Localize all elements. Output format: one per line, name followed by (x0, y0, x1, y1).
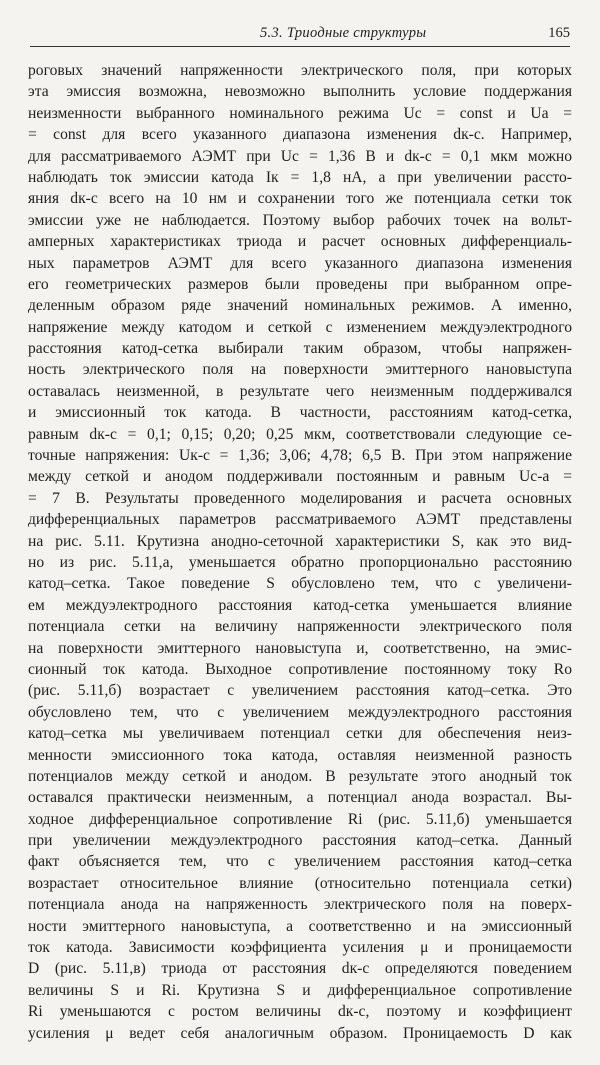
text-line (28, 1044, 572, 1065)
text-line: дифференциальных параметров рассматриваемого АЭМТ представлены (28, 511, 572, 529)
text-line: катод–сетка мы увеличиваем потенциал сетки для обеспечения неиз- (28, 725, 572, 743)
text-line: потенциала анода на напряженность электрического поля на поверх- (28, 896, 572, 914)
text-line: расстояния катод-сетка выбирали таким образом, чтобы напряжен- (28, 340, 572, 358)
text-line: катод–сетка. Такое поведение S обусловлено тем, что с увеличени- (28, 575, 572, 593)
text-line: неизменности выбранного номинального режима Uс = const и Uа = (28, 104, 572, 122)
text-line: наблюдать ток эмиссии катода Iк = 1,8 нА, а при увеличении рассто- (28, 168, 572, 186)
text-line: ных параметров АЭМТ для всего указанного диапазона изменения (28, 254, 572, 272)
text-line: сионный ток катода. Выходное сопротивление постоянному току Rо (28, 660, 572, 678)
text-line: эта эмиссия возможна, невозможно выполнить условие поддержания (28, 83, 572, 101)
text-line: на рис. 5.11. Крутизна анодно-сеточной характеристики S, как это вид- (28, 532, 572, 550)
text-line: величины S и Ri. Крутизна S и дифференциальное сопротивление (28, 981, 572, 999)
text-line: обусловлено тем, что с увеличением междуэлектродного расстояния (28, 703, 572, 721)
page-number: 165 (548, 25, 570, 41)
text-line: оставалась неизменной, в результате чего неизменным поддерживался (28, 382, 572, 400)
text-line: равным dк-с = 0,1; 0,15; 0,20; 0,25 мкм, соответствовали следующие се- (28, 425, 572, 443)
text-line: амперных характеристиках триода и расчет основных дифференциаль- (28, 233, 572, 251)
body-text (28, 60, 572, 1065)
text-line: между сеткой и анодом поддерживали постоянным и равным Uс-а = (28, 468, 572, 486)
text-line: менности эмиссионного тока катода, оставляя неизменной разность (28, 746, 572, 764)
text-line: оставался практически неизменным, а потенциал анода возрастал. Вы- (28, 789, 572, 807)
text-line: возрастает относительное влияние (относительно потенциала сетки) (28, 874, 572, 892)
text-line: и эмиссионный ток катода. В частности, расстояниям катод-сетка, (28, 404, 572, 422)
text-line: потенциала сетки на величину напряженности электрического поля (28, 618, 572, 636)
text-line: точные напряжения: Uк-с = 1,36; 3,06; 4,78; 6,5 В. При этом напряжение (28, 447, 572, 465)
text-line: но из рис. 5.11,а, уменьшается обратно пропорционально расстоянию (28, 553, 572, 571)
text-line: ность электрического поля на поверхности эмиттерного нановыступа (28, 361, 572, 379)
text-line: на поверхности эмиттерного нановыступа и, соответственно, на эмис- (28, 639, 572, 657)
text-line: = const для всего указанного диапазона изменения dк-с. Например, (28, 126, 572, 144)
page-header (30, 22, 570, 47)
text-line: для рассматриваемого АЭМТ при Uс = 1,36 В и dк-с = 0,1 мкм можно (28, 147, 572, 165)
text-line: усиления μ ведет себя аналогичным образом. Проницаемость D как (28, 1024, 572, 1042)
text-line: деленным образом ряде значений номинальных режимов. А именно, (28, 297, 572, 315)
text-line: (рис. 5.11,б) возрастает с увеличением расстояния катод–сетка. Это (28, 682, 572, 700)
text-line: яния dк-с всего на 10 нм и сохранении того же потенциала сетки ток (28, 190, 572, 208)
text-line: напряжение между катодом и сеткой с изменением междуэлектродного (28, 318, 572, 336)
text-line: роговых значений напряженности электрического поля, при которых (28, 62, 572, 79)
text-line: его геометрических размеров были проведены при выбранном опре- (28, 275, 572, 293)
text-line: эмиссии уже не наблюдается. Поэтому выбор рабочих точек на вольт- (28, 211, 572, 229)
text-line: ходное дифференциальное сопротивление Ri (рис. 5.11,б) уменьшается (28, 810, 572, 828)
text-line: Ri уменьшаются с ростом величины dк-с, поэтому и коэффициент (28, 1003, 572, 1021)
running-title: 5.3. Триодные структуры (260, 25, 427, 41)
text-line: ток катода. Зависимости коэффициента усиления μ и проницаемости (28, 939, 572, 957)
text-line: ности эмиттерного нановыступа, а соответственно и на эмиссионный (28, 917, 572, 935)
text-line: потенциалов между сеткой и анодом. В результате этого анодный ток (28, 767, 572, 785)
text-line: при увеличении междуэлектродного расстояния катод–сетка. Данный (28, 832, 572, 850)
text-line: = 7 В. Результаты проведенного моделирования и расчета основных (28, 489, 572, 507)
text-line: D (рис. 5.11,в) триода от расстояния dк-с определяются поведением (28, 960, 572, 978)
text-line: ем междуэлектродного расстояния катод-сетка уменьшается влияние (28, 596, 572, 614)
text-line: факт объясняется тем, что с увеличением расстояния катод–сетка (28, 853, 572, 871)
